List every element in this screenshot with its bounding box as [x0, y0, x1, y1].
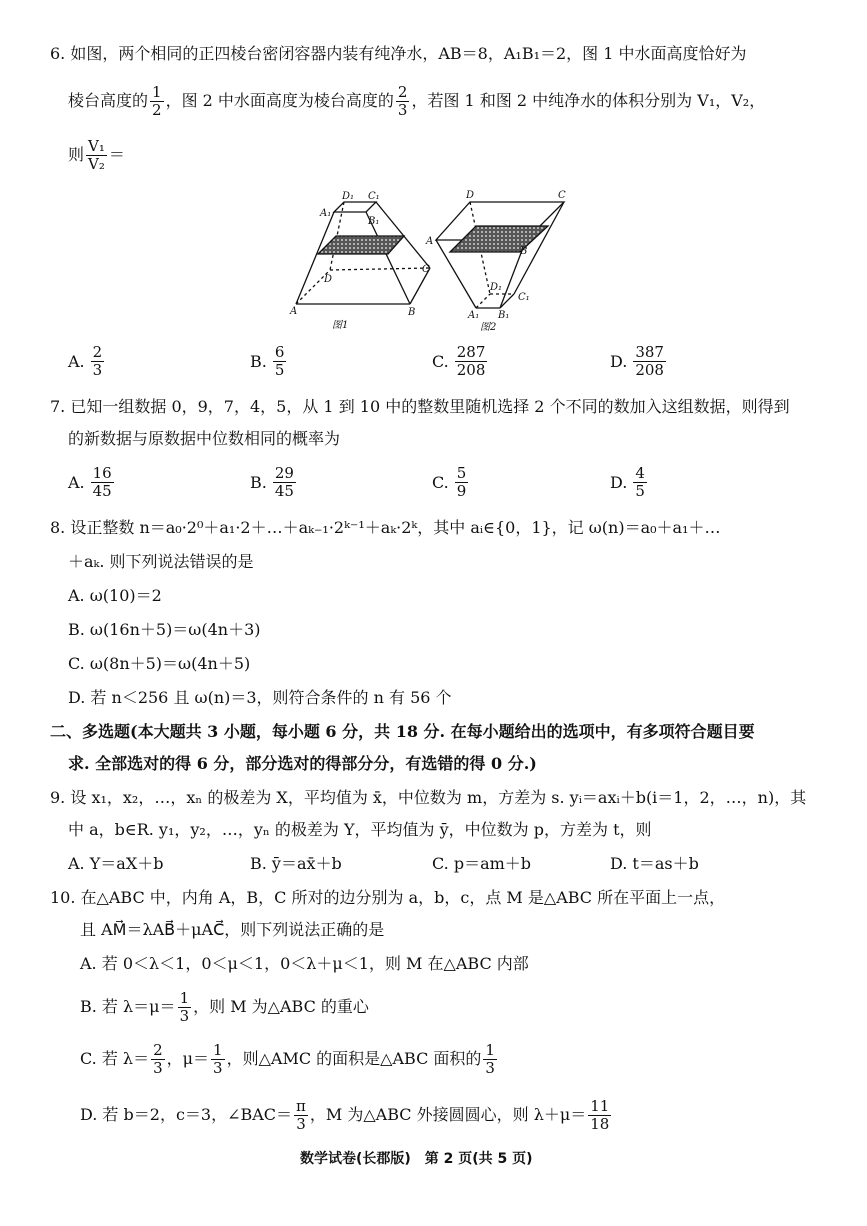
figure-2-caption: 图2 — [480, 322, 497, 333]
svg-text:B: B — [520, 246, 528, 257]
q8-option-a: A. ω(10)＝2 — [68, 586, 162, 605]
figure-1 — [296, 202, 430, 304]
q6-line-2: 棱台高度的 $\frac{1}{2}$ ，图 2 中水面高度为棱台高度的 $\frac{2}{3}$ ，若图 1 和图 2 中纯净水的体积分别为 V₁，V₂， — [68, 83, 766, 119]
svg-text:A₁: A₁ — [320, 208, 332, 219]
svg-text:A₁: A₁ — [468, 310, 480, 321]
svg-text:C: C — [422, 264, 430, 275]
svg-text:A: A — [290, 306, 298, 317]
q10-option-c: C. 若 λ＝ $\frac{2}{3}$ ，μ＝ $\frac{1}{3}$ ，则△AMC 的面积是△ABC 面积的 $\frac{1}{3}$ — [80, 1041, 495, 1077]
q8-option-b: B. ω(16n＋5)＝ω(4n＋3) — [68, 620, 261, 639]
svg-text:C₁: C₁ — [518, 292, 530, 303]
q8-option-d: D. 若 n＜256 且 ω(n)＝3，则符合条件的 n 有 56 个 — [68, 688, 452, 707]
frustum-figures — [280, 186, 580, 336]
q7-line-2: 的新数据与原数据中位数相同的概率为 — [68, 429, 341, 448]
q9-option-a: A. Y＝aX＋b — [68, 854, 164, 873]
svg-text:D: D — [324, 274, 333, 285]
svg-text:D₁: D₁ — [342, 191, 355, 202]
q6-line-1: 6. 如图，两个相同的正四棱台密闭容器内装有纯净水，AB＝8，A₁B₁＝2，图 1 中水面高度恰好为 — [50, 44, 747, 63]
svg-text:D: D — [466, 190, 475, 201]
q10-line-2: 且 AM⃗＝λAB⃗＋μAC⃗，则下列说法正确的是 — [80, 920, 385, 939]
q9-option-c: C. p＝am＋b — [432, 854, 532, 873]
svg-text:B₁: B₁ — [368, 216, 380, 227]
q8-line-2: ＋aₖ. 则下列说法错误的是 — [68, 552, 254, 571]
q10-option-d: D. 若 b＝2，c＝3，∠BAC＝ $\frac{\pi}{3}$ ，M 为△ABC 外接圆圆心，则 λ＋μ＝ $\frac{11}{18}$ — [80, 1097, 610, 1133]
svg-text:C₁: C₁ — [368, 191, 380, 202]
q6-option-d: D. $\frac{387}{208}$ — [610, 343, 664, 379]
q7-option-c: C. $\frac{5}{9}$ — [432, 464, 467, 500]
figure-2-labels — [425, 190, 566, 333]
q6-option-c: C. $\frac{287}{208}$ — [432, 343, 486, 379]
fraction-two-thirds: $\frac{2}{3}$ — [397, 83, 408, 119]
q8-line-1: 8. 设正整数 n＝a₀·2⁰＋a₁·2＋…＋aₖ₋₁·2ᵏ⁻¹＋aₖ·2ᵏ，其中 aᵢ∈{0，1}，记 ω(n)＝a₀＋a₁＋… — [50, 518, 721, 537]
q6-option-b: B. $\frac{6}{5}$ — [250, 343, 285, 379]
q7-option-b: B. $\frac{29}{45}$ — [250, 464, 294, 500]
svg-text:B₁: B₁ — [498, 310, 510, 321]
q7-option-a: A. $\frac{16}{45}$ — [68, 464, 112, 500]
fraction-one-half: $\frac{1}{2}$ — [152, 83, 162, 119]
page-footer: 数学试卷(长郡版) 第 2 页(共 5 页) — [300, 1151, 533, 1167]
svg-text:A: A — [426, 236, 434, 247]
q10-option-b: B. 若 λ＝μ＝ $\frac{1}{3}$ ，则 M 为△ABC 的重心 — [80, 989, 369, 1025]
section-2-heading: 二、多选题(本大题共 3 小题，每小题 6 分，共 18 分. 在每小题给出的选项中，有多项符合题目要 — [50, 722, 755, 741]
q10-line-1: 10. 在△ABC 中，内角 A，B，C 所对的边分别为 a，b，c，点 M 是△ABC 所在平面上一点， — [50, 888, 726, 907]
svg-text:D₁: D₁ — [490, 282, 503, 293]
svg-text:B: B — [408, 307, 416, 318]
q9-line-1: 9. 设 x₁，x₂，…，xₙ 的极差为 X，平均值为 x̄，中位数为 m，方差为 s. yᵢ＝axᵢ＋b(i＝1，2，…，n)，其 — [50, 788, 807, 807]
svg-text:C: C — [558, 190, 566, 201]
q7-line-1: 7. 已知一组数据 0，9，7，4，5，从 1 到 10 中的整数里随机选择 2 个不同的数加入这组数据，则得到 — [50, 397, 790, 416]
q6-option-a: A. $\frac{2}{3}$ — [68, 343, 103, 379]
q9-option-b: B. ȳ＝ax̄＋b — [250, 854, 342, 873]
q7-option-d: D. $\frac{4}{5}$ — [610, 464, 645, 500]
fraction-v1-v2: $\frac{\text{V₁}}{\text{V₂}}$ — [88, 137, 105, 173]
q10-option-a: A. 若 0＜λ＜1，0＜μ＜1，0＜λ＋μ＜1，则 M 在△ABC 内部 — [80, 954, 529, 973]
q8-option-c: C. ω(8n＋5)＝ω(4n＋5) — [68, 654, 251, 673]
q6-line-3: 则 $\frac{\text{V₁}}{\text{V₂}}$ ＝ — [68, 137, 125, 173]
q9-line-2: 中 a，b∈R. y₁，y₂，…，yₙ 的极差为 Y，平均值为 ȳ，中位数为 p，方差为 t，则 — [68, 820, 652, 839]
section-2-instructions: 求. 全部选对的得 6 分，部分选对的得部分分，有选错的得 0 分.) — [68, 754, 537, 773]
q9-option-d: D. t＝as＋b — [610, 854, 699, 873]
figure-1-caption: 图1 — [332, 320, 349, 331]
